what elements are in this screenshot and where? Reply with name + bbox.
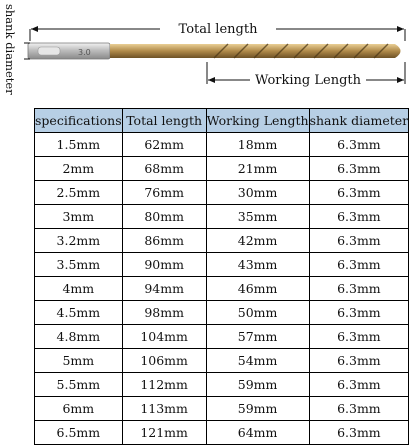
cell-shank-diameter: 6.3mm (309, 277, 409, 301)
cell-shank-diameter: 6.3mm (309, 373, 409, 397)
cell-specification: 4.5mm (35, 301, 123, 325)
header-shank-diameter: shank diameter (309, 109, 409, 133)
cell-working-length: 43mm (206, 253, 309, 277)
cell-working-length: 42mm (206, 229, 309, 253)
cell-total-length: 80mm (122, 205, 206, 229)
cell-total-length: 62mm (122, 133, 206, 157)
cell-shank-diameter: 6.3mm (309, 205, 409, 229)
cell-working-length: 21mm (206, 157, 309, 181)
table-row (35, 181, 409, 205)
cell-specification: 4mm (35, 277, 123, 301)
cell-working-length: 64mm (206, 421, 309, 445)
table-row (35, 157, 409, 181)
table-row (35, 133, 409, 157)
table-row (35, 205, 409, 229)
cell-specification: 3.5mm (35, 253, 123, 277)
table-header-row (35, 109, 409, 133)
total-length-label: Total length (178, 22, 258, 37)
cell-total-length: 94mm (122, 277, 206, 301)
cell-working-length: 54mm (206, 349, 309, 373)
cell-working-length: 57mm (206, 325, 309, 349)
cell-shank-diameter: 6.3mm (309, 325, 409, 349)
cell-specification: 6mm (35, 397, 123, 421)
drill-bit-diagram (0, 0, 416, 100)
drill-bit-illustration (0, 0, 416, 100)
cell-specification: 3mm (35, 205, 123, 229)
header-total-length: Total length (122, 109, 206, 133)
cell-total-length: 104mm (122, 325, 206, 349)
cell-specification: 5mm (35, 349, 123, 373)
cell-total-length: 68mm (122, 157, 206, 181)
cell-working-length: 30mm (206, 181, 309, 205)
cell-specification: 2.5mm (35, 181, 123, 205)
cell-total-length: 86mm (122, 229, 206, 253)
cell-shank-diameter: 6.3mm (309, 349, 409, 373)
cell-shank-diameter: 6.3mm (309, 421, 409, 445)
table-row (35, 301, 409, 325)
cell-total-length: 98mm (122, 301, 206, 325)
cell-shank-diameter: 6.3mm (309, 133, 409, 157)
cell-shank-diameter: 6.3mm (309, 253, 409, 277)
hex-shank (28, 43, 110, 59)
specifications-table (34, 108, 409, 445)
cell-total-length: 121mm (122, 421, 206, 445)
cell-working-length: 18mm (206, 133, 309, 157)
cell-specification: 5.5mm (35, 373, 123, 397)
table-row (35, 373, 409, 397)
table-row (35, 229, 409, 253)
cell-working-length: 46mm (206, 277, 309, 301)
shank-diameter-label: shank diameter (3, 4, 17, 95)
header-working-length: Working Length (206, 109, 309, 133)
cell-shank-diameter: 6.3mm (309, 397, 409, 421)
header-specifications: specifications (35, 109, 123, 133)
table-row (35, 421, 409, 445)
cell-specification: 2mm (35, 157, 123, 181)
table-row (35, 397, 409, 421)
cell-working-length: 35mm (206, 205, 309, 229)
table-row (35, 253, 409, 277)
shank-marking: 3.0 (78, 48, 91, 57)
cell-total-length: 90mm (122, 253, 206, 277)
cell-shank-diameter: 6.3mm (309, 301, 409, 325)
cell-specification: 6.5mm (35, 421, 123, 445)
total-length-dimension (30, 22, 405, 41)
table-row (35, 349, 409, 373)
working-length-label: Working Length (255, 73, 361, 88)
cell-shank-diameter: 6.3mm (309, 229, 409, 253)
cell-total-length: 112mm (122, 373, 206, 397)
cell-specification: 1.5mm (35, 133, 123, 157)
cell-total-length: 106mm (122, 349, 206, 373)
cell-specification: 4.8mm (35, 325, 123, 349)
table-row (35, 325, 409, 349)
cell-shank-diameter: 6.3mm (309, 181, 409, 205)
cell-shank-diameter: 6.3mm (309, 157, 409, 181)
cell-total-length: 76mm (122, 181, 206, 205)
cell-specification: 3.2mm (35, 229, 123, 253)
cell-working-length: 50mm (206, 301, 309, 325)
cell-working-length: 59mm (206, 373, 309, 397)
table-row (35, 277, 409, 301)
cell-total-length: 113mm (122, 397, 206, 421)
drill-body (110, 44, 401, 58)
cell-working-length: 59mm (206, 397, 309, 421)
table-body (35, 133, 409, 445)
working-length-dimension (207, 62, 405, 88)
